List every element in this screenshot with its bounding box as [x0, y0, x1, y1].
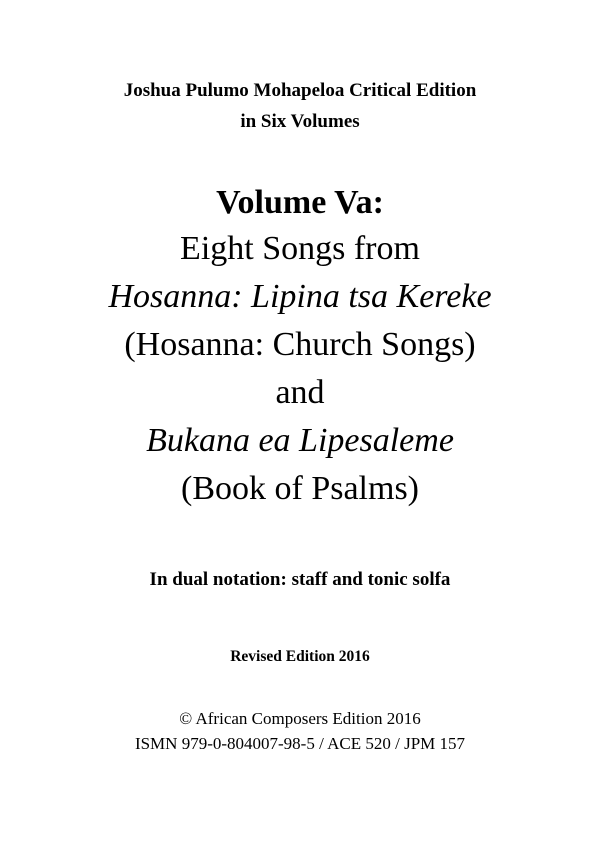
- title-line-2: Hosanna: Lipina tsa Kereke: [108, 278, 492, 315]
- title-line-1: Eight Songs from: [180, 230, 420, 267]
- series-title-line-1: Joshua Pulumo Mohapeloa Critical Edition: [123, 80, 477, 101]
- notation-subtitle: In dual notation: staff and tonic solfa: [149, 569, 451, 590]
- volume-heading: Volume Va:: [216, 184, 384, 221]
- identifiers-line: ISMN 979-0-804007-98-5 / ACE 520 / JPM 157: [134, 734, 466, 753]
- title-line-5: Bukana ea Lipesaleme: [146, 422, 454, 459]
- series-title-line-2: in Six Volumes: [240, 111, 360, 132]
- copyright-line: © African Composers Edition 2016: [179, 709, 421, 728]
- title-line-4: and: [275, 374, 325, 411]
- title-line-6: (Book of Psalms): [181, 470, 419, 507]
- edition-label: Revised Edition 2016: [230, 648, 370, 665]
- title-line-3: (Hosanna: Church Songs): [124, 326, 476, 363]
